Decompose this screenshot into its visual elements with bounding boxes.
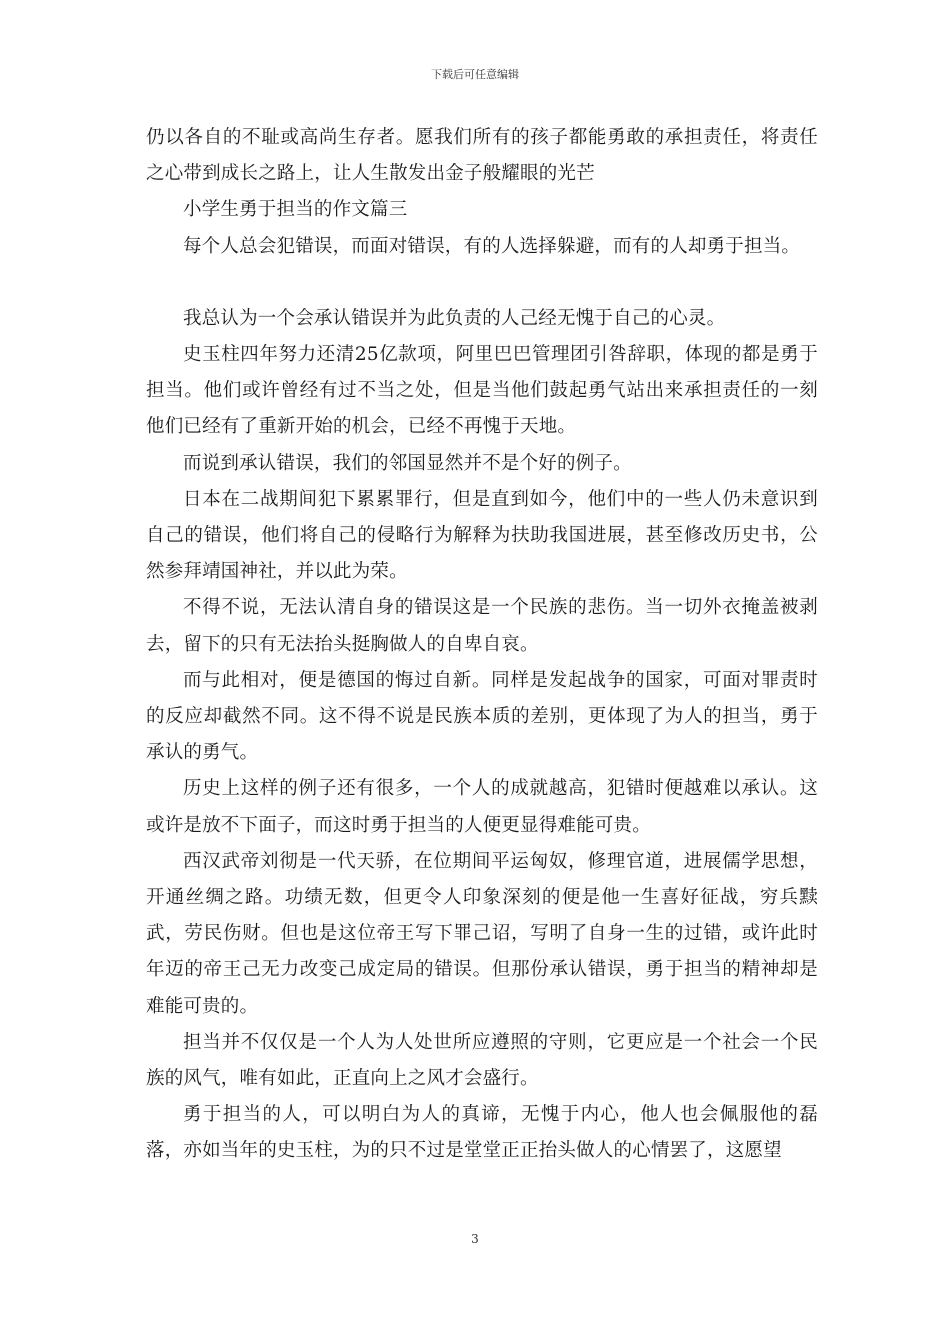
- page-number: 3: [471, 1232, 479, 1246]
- paragraph: 每个人总会犯错误，而面对错误，有的人选择躲避，而有的人却勇于担当。: [183, 235, 801, 257]
- paragraph: 西汉武帝刘彻是一代天骄，在位期间平运匈奴，修理官道，进展儒学思想，开通丝绸之路。功绩无数，但更令人印象深刻的便是他一生喜好征战，穷兵黩武，劳民伤财。但也是这位帝王写下罪己诏，写明了自身一生的过错，或许此时年迈的帝王己无力改变己成定局的错误。但那份承认错误，勇于担当的精神却是难能可贵的。: [146, 850, 818, 1017]
- paragraph: 勇于担当的人，可以明白为人的真谛，无愧于内心，他人也会佩服他的磊落，亦如当年的史玉柱，为的只不过是堂堂正正抬头做人的心情罢了，这愿望: [146, 1104, 818, 1162]
- paragraph: 历史上这样的例子还有很多，一个人的成就越高，犯错时便越难以承认。这或许是放不下面子，而这时勇于担当的人便更显得难能可贵。: [146, 778, 818, 836]
- paragraph: 而与此相对，便是德国的悔过自新。同样是发起战争的国家，可面对罪责时的反应却截然不同。这不得不说是民族本质的差别，更体现了为人的担当，勇于承认的勇气。: [146, 669, 818, 764]
- paragraph: 日本在二战期间犯下累累罪行，但是直到如今，他们中的一些人仍未意识到自己的错误，他们将自己的侵略行为解释为扶助我国进展，甚至修改历史书，公然参拜靖国神社，并以此为荣。: [146, 488, 818, 583]
- paragraph: 而说到承认错误，我们的邻国显然并不是个好的例子。: [183, 452, 632, 474]
- page-header: 下载后可任意编辑: [431, 68, 519, 81]
- paragraph: 担当并不仅仅是一个人为人处世所应遵照的守则，它更应是一个社会一个民族的风气，唯有如此，正直向上之风才会盛行。: [146, 1031, 818, 1090]
- paragraph: 史玉柱四年努力还清25亿款项，阿里巴巴管理团引咎辞职，体现的都是勇于担当。他们或许曾经有过不当之处，但是当他们鼓起勇气站出来承担责任的一刻他们已经有了重新开始的机会，已经不再愧于天地。: [146, 344, 818, 438]
- document-body: [146, 120, 818, 1170]
- section-title: 小学生勇于担当的作文篇三: [183, 199, 408, 221]
- paragraph-continuation: 仍以各自的不耻或高尚生存者。愿我们所有的孩子都能勇敢的承担责任，将责任之心带到成长之路上，让人生散发出金子般耀眼的光芒: [146, 127, 818, 185]
- paragraph: 我总认为一个会承认错误并为此负责的人己经无愧于自己的心灵。: [183, 307, 726, 329]
- paragraph: 不得不说，无法认清自身的错误这是一个民族的悲伤。当一切外衣掩盖被剥去，留下的只有无法抬头挺胸做人的自卑自哀。: [146, 597, 818, 655]
